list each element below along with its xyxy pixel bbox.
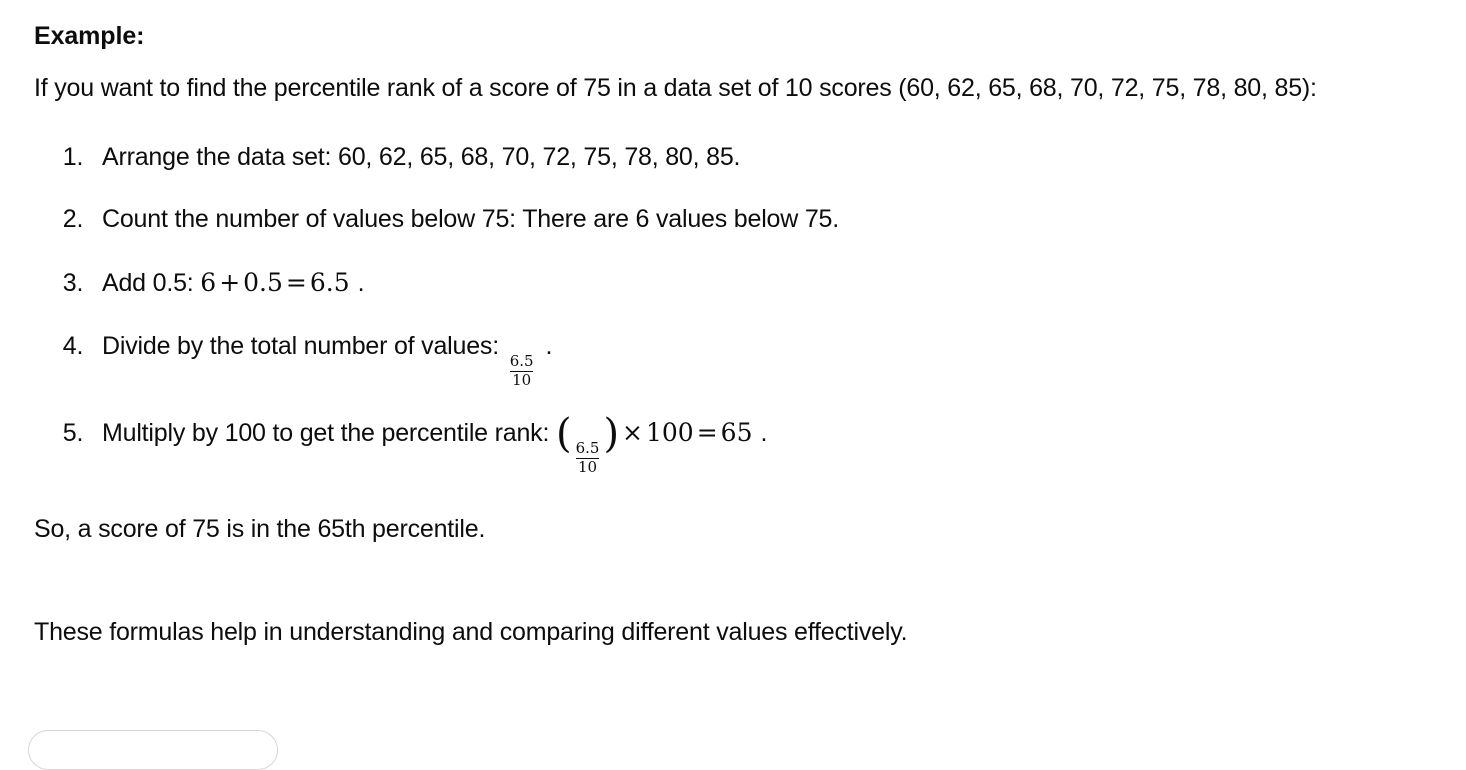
step-text: Multiply by 100 to get the percentile rank:	[102, 418, 550, 447]
fraction-denominator: 10	[512, 371, 532, 389]
closing-paragraph: These formulas help in understanding and comparing different values effectively.	[34, 617, 908, 646]
step-text-after: .	[545, 332, 553, 361]
math-term-six: 6	[200, 267, 217, 297]
math-term-six-point-five: 6.5	[309, 267, 350, 297]
step-text: Arrange the data set: 60, 62, 65, 68, 70, 72, 75, 78, 80, 85.	[102, 142, 741, 171]
fraction-numerator: 6.5	[575, 438, 600, 457]
conclusion-paragraph: So, a score of 75 is in the 65th percentile.	[34, 515, 486, 544]
math-operator-plus: +	[219, 267, 241, 297]
list-item	[90, 264, 1432, 303]
step-text-after: .	[760, 418, 768, 447]
bottom-input-pill[interactable]	[28, 730, 278, 770]
page-title: Example:	[34, 22, 145, 50]
step-text: Divide by the total number of values:	[102, 332, 499, 361]
math-operator-equals: =	[696, 417, 718, 447]
math-term-result: 65	[720, 417, 753, 447]
fraction	[508, 354, 536, 389]
fraction-numerator: 6.5	[509, 352, 534, 371]
step-text-after: .	[357, 268, 365, 297]
list-item	[90, 327, 1432, 389]
math-operator-times: ×	[622, 417, 643, 447]
steps-list	[34, 139, 1432, 476]
list-item	[90, 139, 1432, 177]
step-math-expression	[506, 331, 546, 389]
step-math-expression: ( $\frac{6.5}{10}$ ) × 100 = 65	[555, 410, 753, 476]
step-text: Add 0.5:	[102, 268, 194, 297]
list-item	[90, 201, 1432, 239]
fraction	[574, 438, 602, 476]
step-text: Count the number of values below 75: There are 6 values below 75.	[102, 205, 840, 234]
math-term-hundred: 100	[646, 417, 694, 447]
intro-paragraph: If you want to find the percentile rank of a score of 75 in a data set of 10 scores (60, 62, 65, 68, 70, 72, 75, 78, 80, 85):	[34, 74, 1317, 103]
fraction-denominator: 10	[577, 457, 598, 476]
list-item	[90, 410, 1432, 476]
math-term-half: 0.5	[243, 267, 283, 297]
step-math-expression	[200, 268, 357, 297]
math-operator-equals: =	[285, 267, 307, 297]
